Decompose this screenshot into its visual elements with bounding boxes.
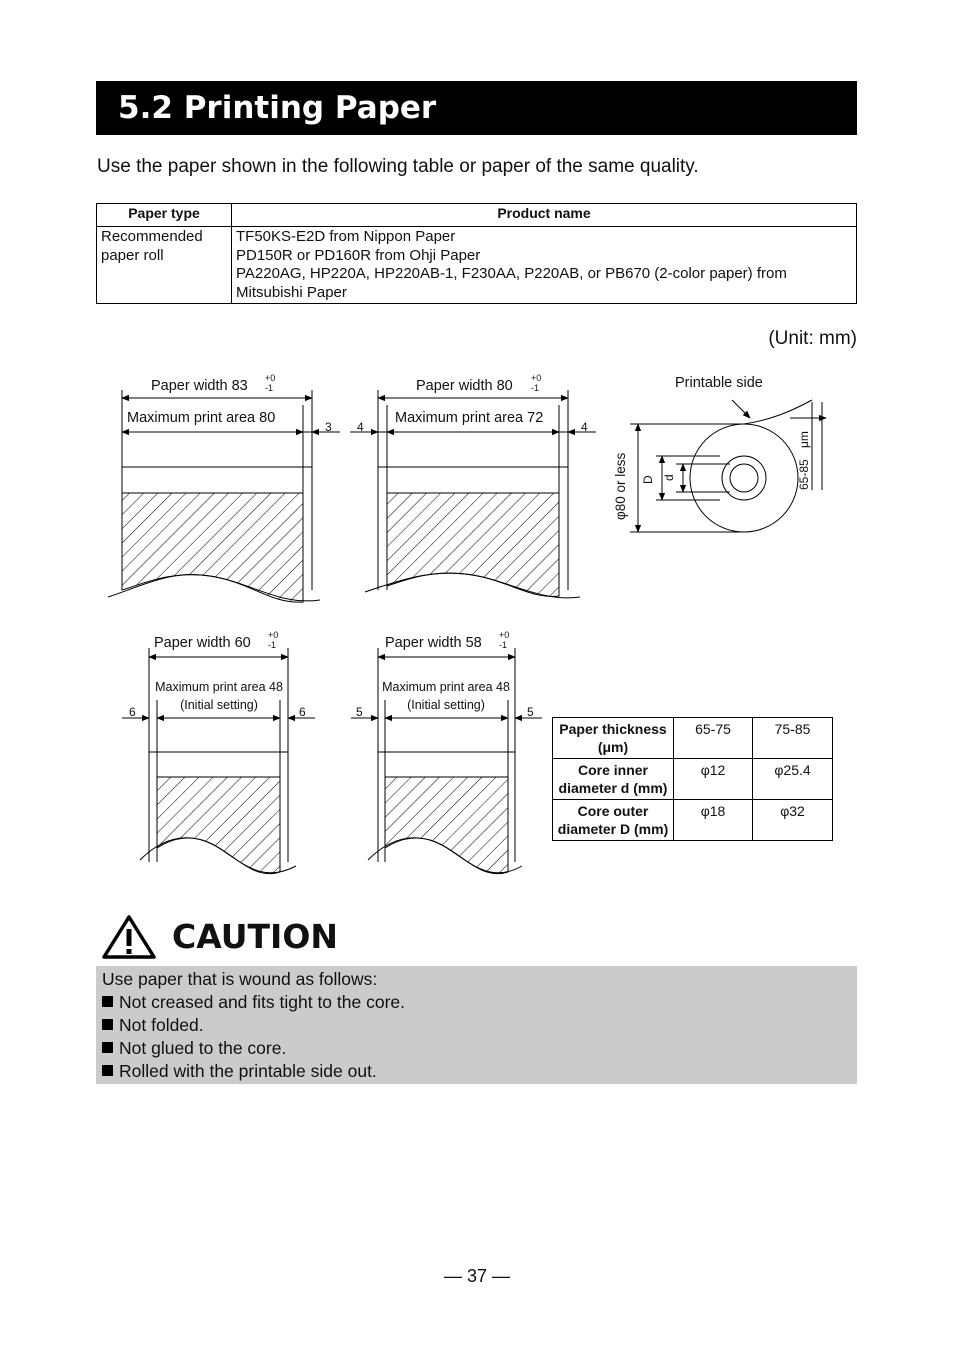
caution-item-text: Not folded. — [119, 1015, 204, 1035]
spec-value: φ18 — [674, 800, 753, 841]
d83-tol-minus: -1 — [265, 383, 274, 393]
d58-tol-minus: -1 — [499, 640, 508, 650]
d80-margin-left: 4 — [357, 420, 364, 434]
spec-value: 75-85 — [753, 718, 833, 759]
d60-width-label: Paper width 60 — [154, 635, 251, 651]
d60-margin-right: 6 — [299, 705, 306, 719]
list-item — [102, 1060, 851, 1083]
d80-tol-minus: -1 — [531, 383, 540, 393]
paper-type-line: paper roll — [101, 246, 164, 264]
d83-width-label: Paper width 83 — [151, 378, 248, 394]
unit-label: (Unit: mm) — [768, 328, 857, 349]
caution-item-text: Not creased and fits tight to the core. — [119, 992, 405, 1012]
caution-box — [96, 966, 857, 1084]
spec-value: 65-75 — [674, 718, 753, 759]
d58-tol-plus: +0 — [499, 630, 510, 640]
d60-margin-left: 6 — [129, 705, 136, 719]
d58-width-label: Paper width 58 — [385, 635, 482, 651]
black-square-bullet-icon — [102, 1065, 113, 1076]
diagram-paper-width-80 — [350, 373, 596, 598]
table-row — [553, 759, 833, 800]
product-line: Mitsubishi Paper — [236, 283, 347, 301]
table-row — [553, 718, 833, 759]
black-square-bullet-icon — [102, 1019, 113, 1030]
page-number: — 37 — — [443, 1266, 511, 1286]
roll-d-label: d — [662, 474, 676, 481]
caution-item-text: Rolled with the printable side out. — [119, 1061, 377, 1081]
d80-width-label: Paper width 80 — [416, 378, 513, 394]
roll-thickness: 65-85 — [797, 459, 811, 490]
spec-label-thickness: Paper thickness (μm) — [553, 718, 674, 759]
product-line: PA220AG, HP220A, HP220AB-1, F230AA, P220AB, or PB670 (2-color paper) from — [236, 265, 787, 282]
list-item — [102, 1014, 851, 1037]
header-paper-type: Paper type — [97, 204, 232, 227]
d58-margin-left: 5 — [356, 705, 363, 719]
d83-tol-plus: +0 — [265, 373, 276, 383]
paper-type-line: Recommended — [101, 228, 203, 245]
diagram-paper-width-58 — [351, 630, 542, 874]
product-line: TF50KS-E2D from Nippon Paper — [236, 228, 456, 245]
spec-table — [552, 717, 833, 841]
list-item — [102, 991, 851, 1014]
black-square-bullet-icon — [102, 996, 113, 1007]
d80-margin-right: 4 — [581, 420, 588, 434]
intro-text: Use the paper shown in the following table or paper of the same quality. — [97, 156, 699, 177]
caution-title: CAUTION — [172, 917, 338, 956]
diagram-paper-width-60 — [122, 630, 315, 874]
black-square-bullet-icon — [102, 1042, 113, 1053]
caution-intro: Use paper that is wound as follows: — [102, 969, 378, 989]
d60-tol-minus: -1 — [268, 640, 277, 650]
product-line: PD150R or PD160R from Ohji Paper — [236, 246, 481, 264]
roll-printable-side: Printable side — [675, 375, 763, 391]
diagram-paper-roll — [613, 375, 826, 532]
d83-area-label: Maximum print area 80 — [127, 410, 276, 426]
d60-area-label: Maximum print area 48 — [155, 680, 283, 694]
spec-value: φ12 — [674, 759, 753, 800]
header-product-name: Product name — [232, 204, 857, 227]
d83-margin-right: 3 — [325, 420, 332, 434]
caution-item-text: Not glued to the core. — [119, 1038, 287, 1058]
roll-outer-diameter: φ80 or less — [613, 452, 628, 520]
d58-margin-right: 5 — [527, 705, 534, 719]
d60-area-sub: (Initial setting) — [180, 698, 258, 712]
warning-triangle-icon — [101, 914, 157, 960]
d58-area-sub: (Initial setting) — [407, 698, 485, 712]
d80-tol-plus: +0 — [531, 373, 542, 383]
spec-label-core-outer: Core outer diameter D (mm) — [553, 800, 674, 841]
spec-value: φ25.4 — [753, 759, 833, 800]
section-title: 5.2 Printing Paper — [96, 81, 857, 135]
diagram-paper-width-83 — [108, 373, 340, 602]
roll-D-label: D — [641, 475, 655, 484]
table-row — [553, 800, 833, 841]
d80-area-label: Maximum print area 72 — [395, 410, 544, 426]
d58-area-label: Maximum print area 48 — [382, 680, 510, 694]
spec-label-core-inner: Core inner diameter d (mm) — [553, 759, 674, 800]
spec-value: φ32 — [753, 800, 833, 841]
roll-um: μm — [797, 431, 811, 448]
list-item — [102, 1037, 851, 1060]
d60-tol-plus: +0 — [268, 630, 279, 640]
